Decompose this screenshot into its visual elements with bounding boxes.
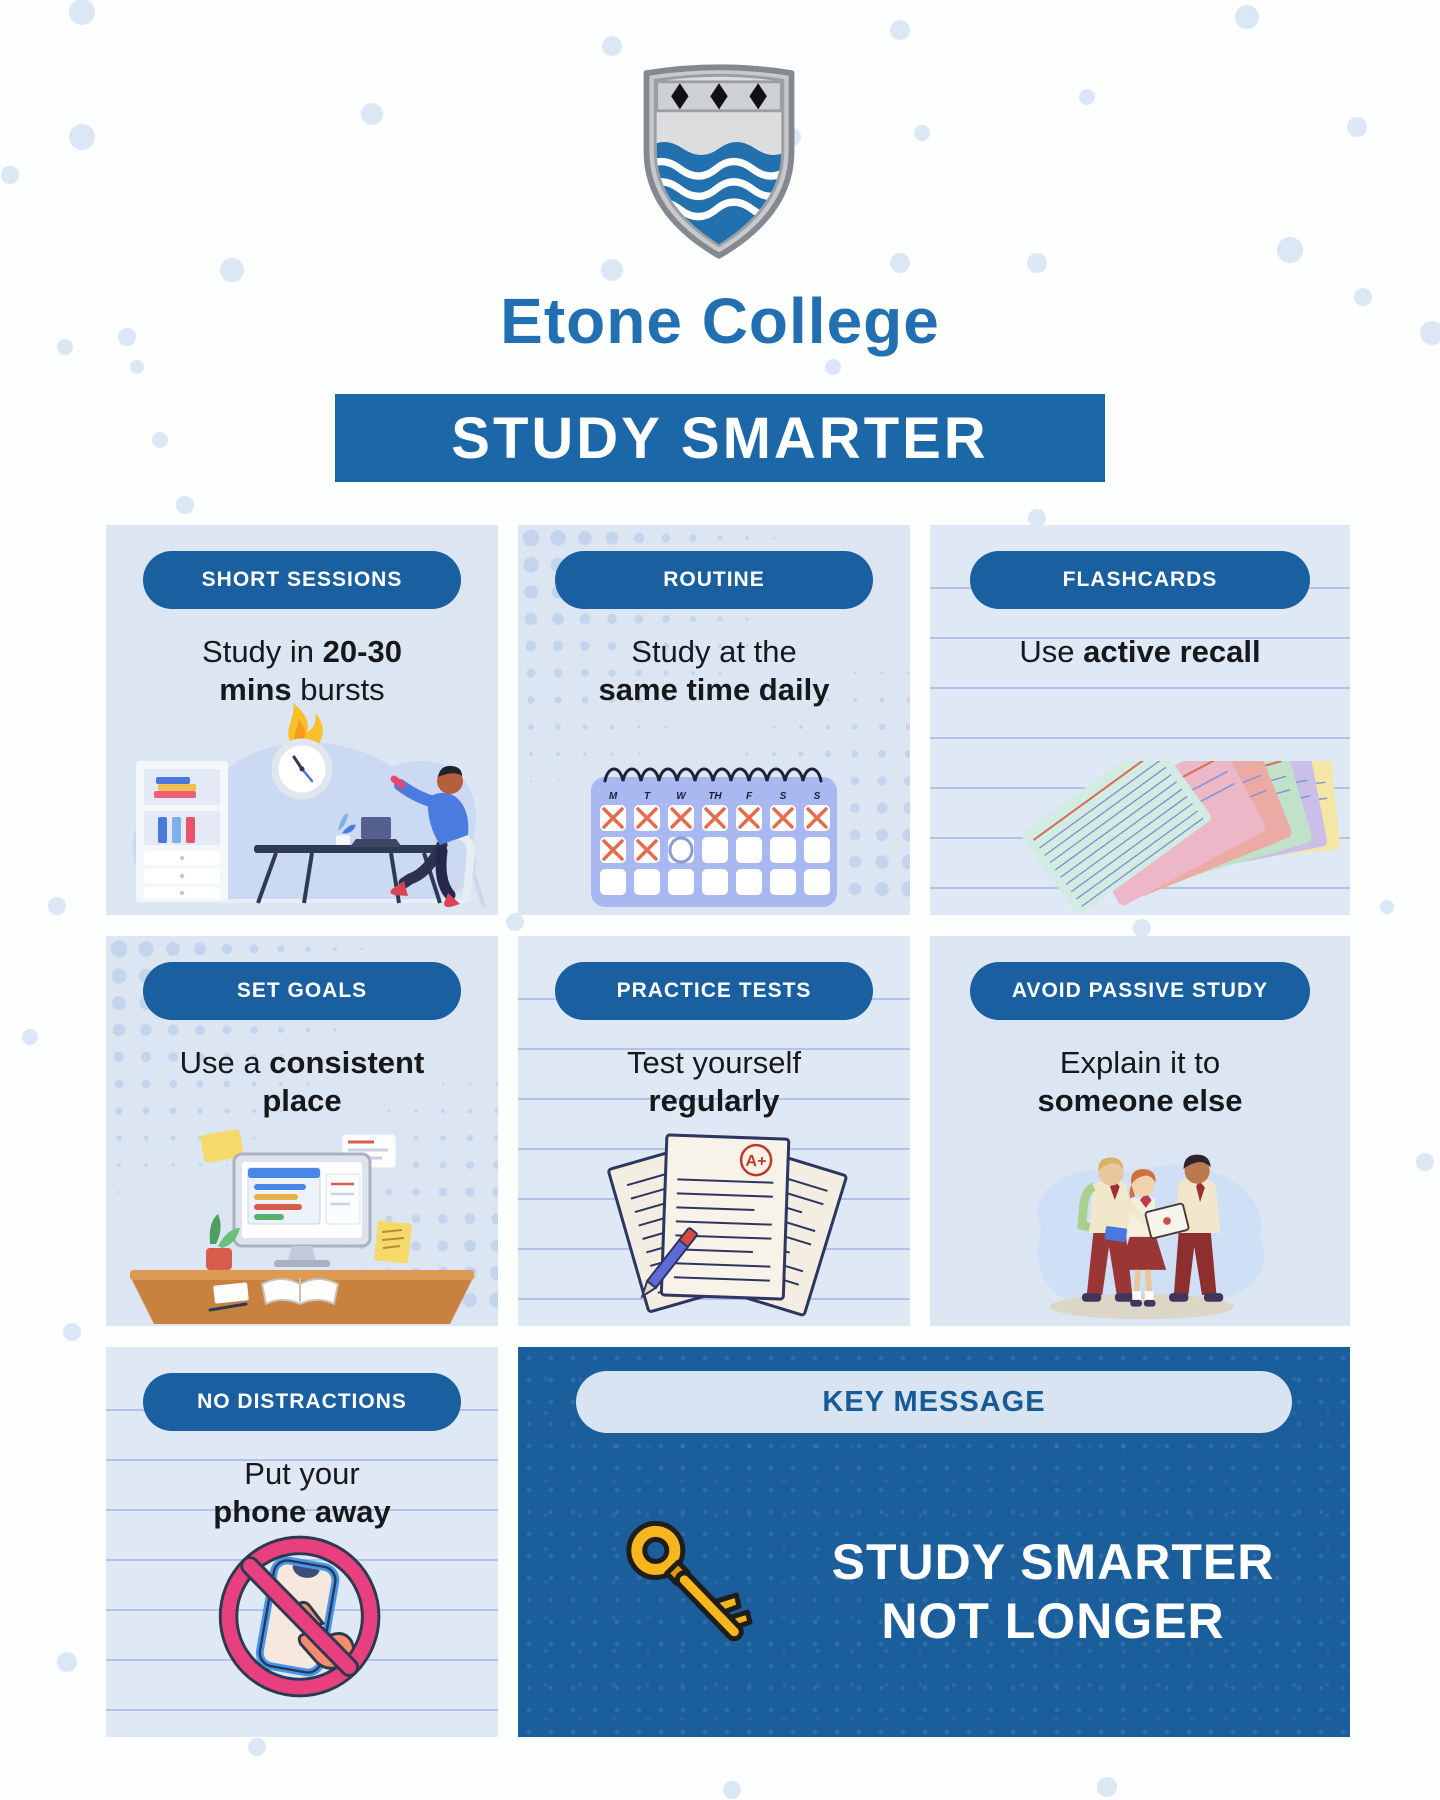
study-desk-computer-illustration [106,1126,498,1326]
background-dot [1380,900,1394,914]
background-dot [1079,89,1095,105]
key-headline-line2: NOT LONGER [881,1593,1225,1649]
card-title: SHORT SESSIONS [201,568,403,591]
background-dot [890,253,910,273]
background-dot [1097,1777,1117,1797]
card-set-goals [106,936,498,1326]
background-dot [48,897,66,915]
svg-text:W: W [676,791,686,802]
background-dot [602,36,622,56]
set-goals-description: Use a consistent place [179,1045,425,1119]
short-sessions-title-pill [143,551,461,609]
background-dot [890,20,910,40]
card-title: ROUTINE [663,568,765,591]
students-group-illustration [930,1113,1350,1326]
background-dot [63,1323,81,1341]
key-headline-line1: STUDY SMARTER [831,1534,1275,1590]
key-message-pill [576,1371,1292,1433]
background-dot [248,1738,266,1756]
key-message-panel [518,1347,1350,1737]
avoid-passive-study-title-pill [970,962,1310,1020]
key-message-content [518,1447,1350,1737]
avoid-passive-study-description: Explain it to someone else [1037,1045,1243,1119]
background-dot [69,124,95,150]
card-title: AVOID PASSIVE STUDY [1011,979,1269,1002]
college-name: Etone College [500,285,940,357]
card-title: PRACTICE TESTS [616,979,812,1002]
svg-text:F: F [745,791,753,802]
background-dot [1347,117,1367,137]
routine-description: Study at the same time daily [598,634,830,708]
background-dot [1416,1153,1434,1171]
card-avoid-passive-study [930,936,1350,1326]
practice-tests-description: Test yourself regularly [626,1045,801,1119]
set-goals-title-pill [143,962,461,1020]
background-dot [1027,253,1047,273]
routine-title-pill [555,551,873,609]
index-cards-illustration [930,761,1350,915]
card-title: FLASHCARDS [1062,568,1218,591]
background-dot [130,360,144,374]
key-message-label: KEY MESSAGE [822,1385,1046,1418]
flashcards-title-pill [970,551,1310,609]
svg-text:T: T [643,791,651,802]
graded-papers-illustration [518,1119,910,1324]
practice-tests-title-pill [555,962,873,1020]
background-dot [361,103,383,125]
card-short-sessions [106,525,498,915]
no-distractions-description: Put your phone away [213,1456,391,1530]
background-dot [1235,5,1259,29]
background-dot [914,125,930,141]
background-dot [22,1029,38,1045]
background-dot [152,432,168,448]
card-title: NO DISTRACTIONS [197,1390,407,1413]
background-dot [57,1652,77,1672]
card-no-distractions [106,1347,498,1737]
card-routine [518,525,910,915]
flashcards-description: Use active recall [1019,634,1261,669]
cards-grid [106,525,1350,1737]
background-dot [220,258,244,282]
shield-icon [632,259,806,276]
background-dot [723,1781,741,1799]
svg-text:M: M [608,791,618,802]
card-practice-tests [518,936,910,1326]
background-dot [601,259,623,281]
no-phone-illustration [106,1524,498,1709]
no-distractions-title-pill [143,1373,461,1431]
etone-college-shield-logo [632,54,806,272]
short-sessions-description: Study in 20-30 mins bursts [202,634,402,708]
burning-clock-study-scene-illustration [106,685,498,915]
card-flashcards [930,525,1350,915]
svg-text:S: S [779,791,787,802]
background-dot [176,496,194,514]
background-dot [69,0,95,25]
background-dot [1,166,19,184]
weekly-calendar-illustration [518,747,910,907]
svg-text:S: S [813,791,821,802]
key-message-headline [832,1533,1275,1651]
card-title: SET GOALS [236,979,368,1002]
svg-text:TH: TH [708,791,722,802]
background-dot [825,359,841,375]
background-dot [1277,237,1303,263]
study-smarter-banner: STUDY SMARTER [335,394,1105,482]
svg-text:A+: A+ [745,1152,767,1171]
golden-key-illustration [594,1495,794,1690]
